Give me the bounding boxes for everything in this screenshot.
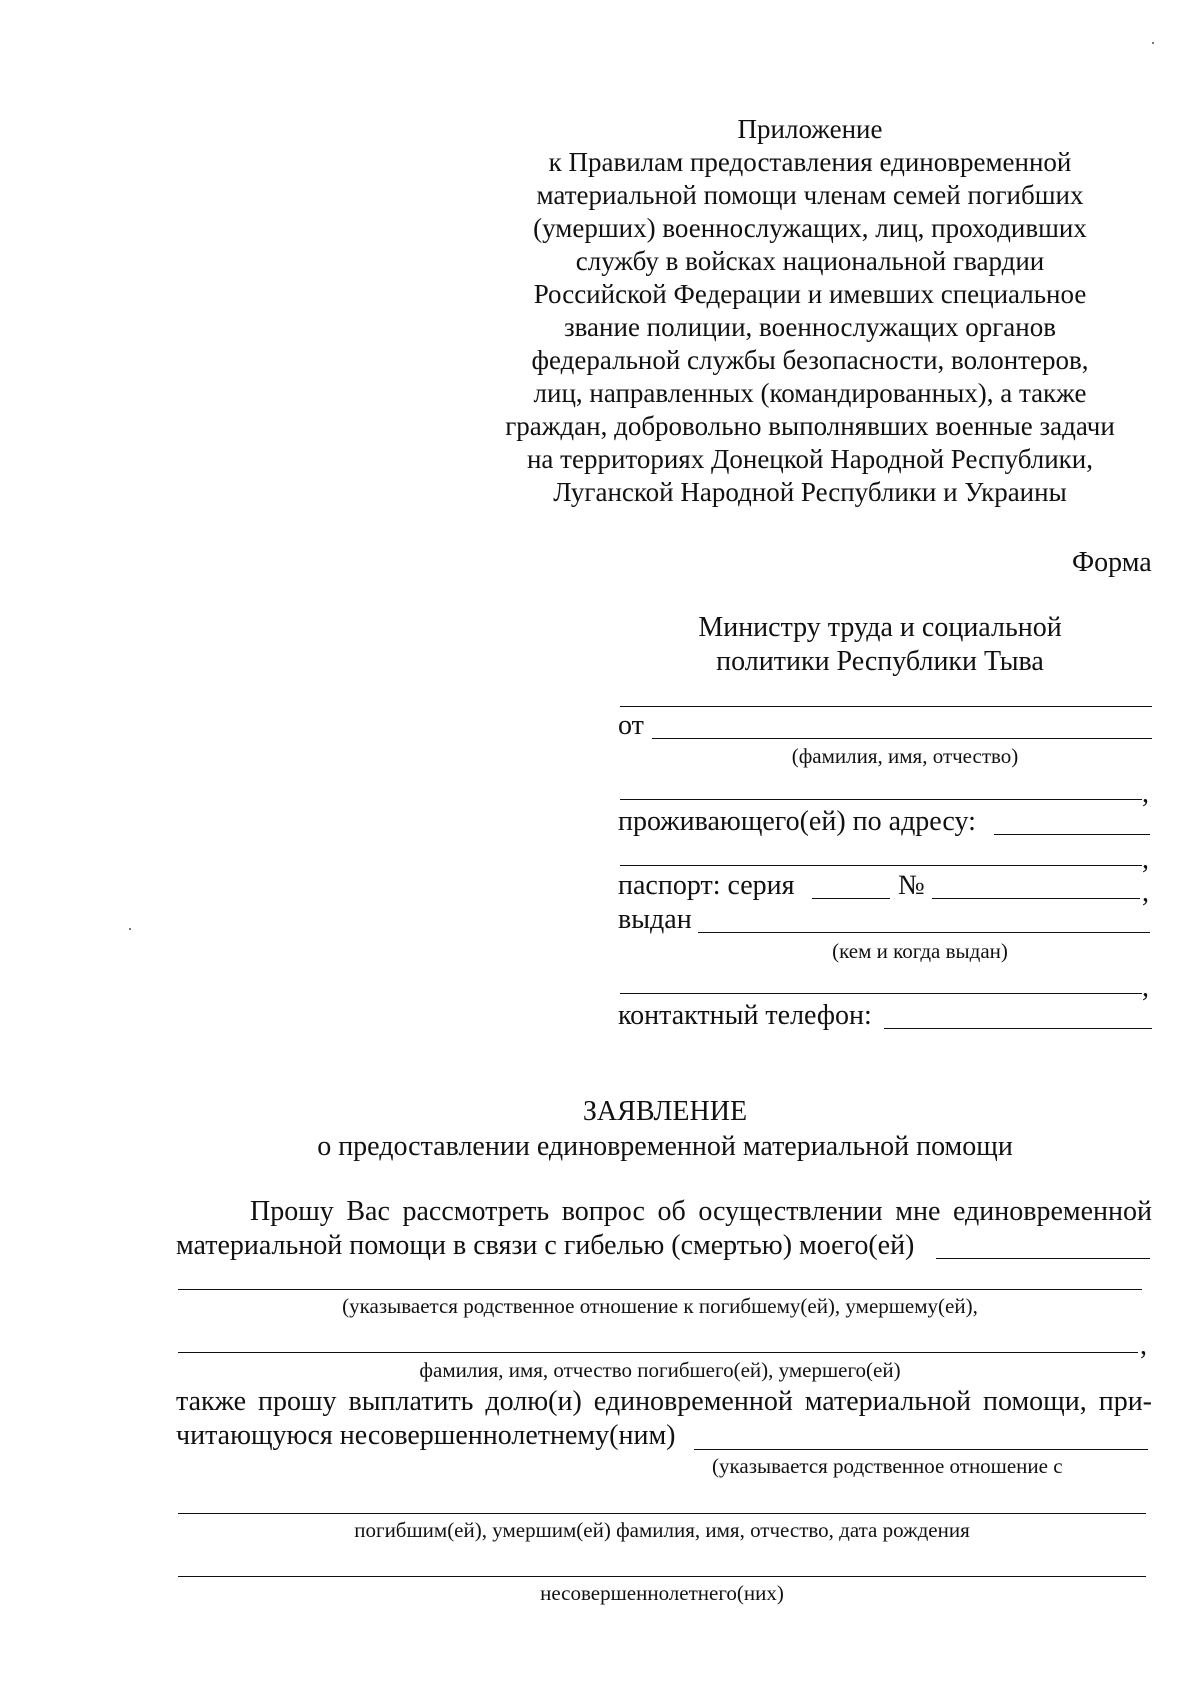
comma: , (1142, 778, 1149, 809)
issued-continuation-field[interactable] (620, 993, 1142, 994)
appendix-line: звание полиции, военнослужащих органов (564, 312, 1056, 342)
fio-continuation-field[interactable] (620, 799, 1142, 800)
statement-subtitle: о предоставлении единовременной материальной помощи (317, 1131, 1013, 1162)
phone-label: контактный телефон: (618, 1000, 872, 1031)
minor-details-field[interactable] (178, 1513, 1146, 1514)
minor-continuation-field[interactable] (178, 1576, 1146, 1577)
comma: , (1142, 877, 1149, 908)
comma: , (1142, 844, 1149, 875)
passport-series-field[interactable] (812, 898, 890, 899)
appendix-line: Приложение (737, 114, 883, 144)
deceased-fio-field[interactable] (178, 1352, 1138, 1353)
appendix-line: федеральной службы безопасности, волонтеров, (531, 345, 1089, 375)
addressee-line-1: Министру труда и социальной (698, 612, 1062, 643)
appendix-line: граждан, добровольно выполнявших военные задачи (505, 411, 1115, 441)
address-continuation-field[interactable] (620, 865, 1142, 866)
paragraph-2-line-2: читающуюся несовершеннолетнему(ним) (176, 1420, 676, 1451)
paragraph-1-line-2: материальной помощи в связи с гибелью (смертью) моего(ей) (176, 1230, 915, 1261)
address-field[interactable] (994, 834, 1150, 835)
minor-continuation-hint: несовершеннолетнего(них) (540, 1581, 784, 1605)
appendix-line: Российской Федерации и имевших специальное (533, 279, 1087, 309)
scan-speck (1152, 42, 1154, 44)
number-label: № (898, 870, 925, 901)
issued-field[interactable] (698, 932, 1150, 933)
appendix-line: Луганской Народной Республики и Украины (553, 477, 1067, 507)
appendix-line: к Правилам предоставления единовременной (548, 147, 1072, 177)
appendix-line: (умерших) военнослужащих, лиц, проходивших (533, 213, 1087, 243)
relation-continuation-field[interactable] (178, 1289, 1142, 1290)
deceased-fio-hint: фамилия, имя, отчество погибшего(ей), умершего(ей) (419, 1358, 901, 1382)
fio-hint: (фамилия, имя, отчество) (791, 744, 1019, 768)
addressee-line-2: политики Республики Тыва (716, 646, 1044, 677)
appendix-line: материальной помощи членам семей погибших (536, 180, 1084, 210)
appendix-header (470, 113, 1150, 509)
appendix-line: лиц, направленных (командированных), а также (533, 378, 1087, 408)
relation-hint: (указывается родственное отношение к погибшему(ей), умершему(ей), (342, 1294, 978, 1318)
addressee-blank-line[interactable] (620, 706, 1152, 707)
scan-speck (129, 928, 131, 930)
minor-details-hint: погибшим(ей), умершим(ей) фамилия, имя, отчество, дата рождения (354, 1518, 970, 1542)
paragraph-2-line-1: также прошу выплатить долю(и) единовременной материальной помощи, при- (176, 1386, 1152, 1417)
appendix-line: на территориях Донецкой Народной Республики, (526, 444, 1093, 474)
form-label: Форма (1072, 547, 1152, 578)
passport-number-field[interactable] (932, 898, 1140, 899)
from-label: от (618, 710, 644, 741)
from-field[interactable] (652, 738, 1152, 739)
comma: , (1142, 972, 1149, 1003)
address-label: проживающего(ей) по адресу: (618, 806, 976, 837)
phone-field[interactable] (884, 1028, 1152, 1029)
minor-relation-hint: (указывается родственное отношение с (712, 1454, 1063, 1478)
minor-relation-field[interactable] (694, 1449, 1148, 1450)
statement-title: ЗАЯВЛЕНИЕ (582, 1096, 748, 1127)
relation-field[interactable] (936, 1258, 1150, 1259)
appendix-line: службу в войсках национальной гвардии (575, 246, 1045, 276)
issued-label: выдан (618, 904, 692, 935)
issued-hint: (кем и когда выдан) (832, 939, 1008, 963)
comma: , (1140, 1330, 1147, 1361)
passport-label: паспорт: серия (618, 870, 795, 901)
paragraph-1-line-1: Прошу Вас рассмотреть вопрос об осуществлении мне единовременной (250, 1196, 1152, 1227)
